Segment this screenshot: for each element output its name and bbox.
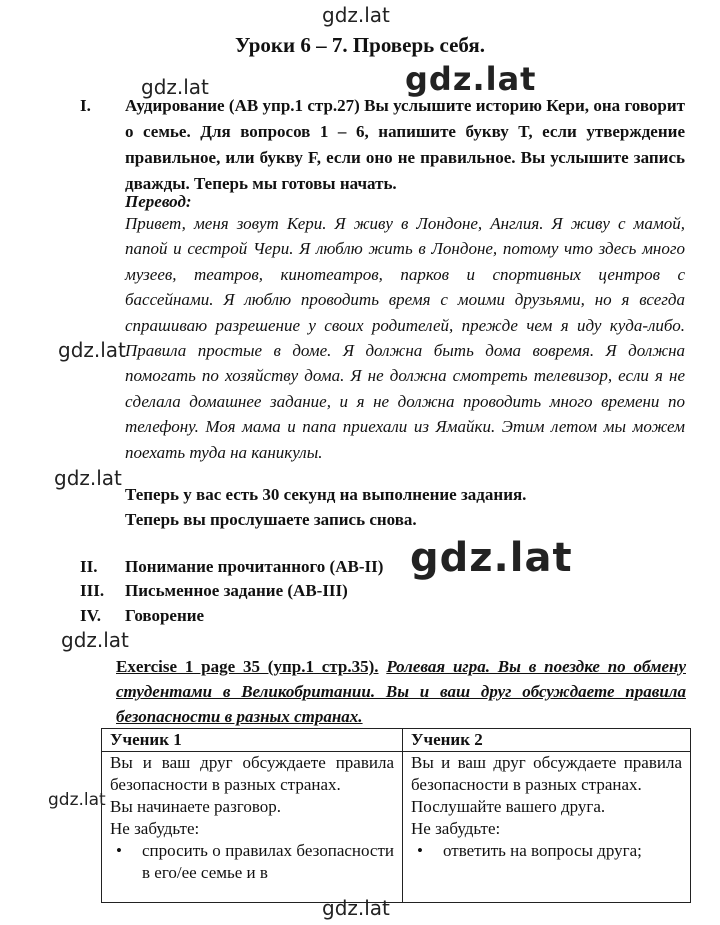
student-1-cell xyxy=(102,752,403,903)
watermark-big-2: gdz.lat xyxy=(410,535,573,581)
watermark-big-1: gdz.lat xyxy=(405,60,537,98)
student-2-listen: Послушайте вашего друга. xyxy=(411,797,606,816)
role-play-table xyxy=(101,728,691,903)
student-1-header: Ученик 1 xyxy=(102,729,403,752)
student-1-remember: Не забудьте: xyxy=(110,819,200,838)
watermark-left-3: gdz.lat xyxy=(54,466,122,490)
section-1-number: I. xyxy=(80,96,91,115)
student-2-remember: Не забудьте: xyxy=(411,819,501,838)
translation-text: Привет, меня зовут Кери. Я живу в Лондоне, Англия. Я живу с мамой, папой и сестрой Чери. Я люблю жить в Лондоне, потому что здесь много музеев, театров, кинотеатров, парков и спортивных центров с бассейнами. Я люблю проводить время с моими друзьями, но я всегда спрашиваю разрешение у своих родителей, прежде чем я иду куда-либо. Правила простые в доме. Я должна быть дома вовремя. Я должна помогать по хозяйству дома. Я не должна смотреть телевизор, если я не сделала домашнее задание, и я не должна проводить много времени по телефону. Моя мама и папа приехали из Ямайки. Этим летом мы можем поехать туда на каникулы. xyxy=(125,214,685,462)
section-2-number: II. xyxy=(80,557,98,576)
after-instruction-2: Теперь вы прослушаете запись снова. xyxy=(125,510,417,529)
exercise-text: Ролевая игра. Вы в поездке по обмену студентами в Великобритании. Вы и ваш друг обсуждаете правила безопасности в разных странах. xyxy=(116,657,686,726)
student-1-bullet-text: спросить о правилах безопасности в его/ее семье и в xyxy=(142,841,394,882)
watermark-left-4: gdz.lat xyxy=(61,628,129,652)
student-1-task: Вы и ваш друг обсуждаете правила безопасности в разных странах. xyxy=(110,753,394,794)
section-4-number: IV. xyxy=(80,606,101,625)
exercise-heading xyxy=(116,654,686,729)
after-instruction-1: Теперь у вас есть 30 секунд на выполнение задания. xyxy=(125,485,527,504)
section-4-label: Говорение xyxy=(125,606,205,625)
student-2-bullet-text: ответить на вопросы друга; xyxy=(443,841,642,860)
student-2-task: Вы и ваш друг обсуждаете правила безопасности в разных странах. xyxy=(411,753,682,794)
watermark-left-1: gdz.lat xyxy=(141,75,209,99)
watermark-top: gdz.lat xyxy=(322,3,390,27)
section-3-label: Письменное задание (AB-III) xyxy=(125,581,348,600)
student-2-header: Ученик 2 xyxy=(403,729,691,752)
student-1-start: Вы начинаете разговор. xyxy=(110,797,282,816)
translation-label: Перевод: xyxy=(125,192,192,211)
watermark-bottom: gdz.lat xyxy=(322,896,390,920)
student-1-bullet-item xyxy=(110,840,394,884)
page-title: Уроки 6 – 7. Проверь себя. xyxy=(235,33,485,57)
exercise-ref: Exercise 1 page 35 (упр.1 стр.35). xyxy=(116,657,379,676)
section-2-label: Понимание прочитанного (AB-II) xyxy=(125,557,384,576)
bullet-icon: • xyxy=(116,841,122,860)
student-2-cell xyxy=(403,752,691,903)
bullet-icon: • xyxy=(417,841,423,860)
section-3-number: III. xyxy=(80,581,105,600)
watermark-left-5: gdz.lat xyxy=(48,790,106,810)
watermark-left-2: gdz.lat xyxy=(58,338,126,362)
section-1-instruction: Аудирование (AB упр.1 стр.27) Вы услышите историю Кери, она говорит о семье. Для вопросов 1 – 6, напишите букву T, если утверждение правильное, или букву F, если оно не правильное. Вы услышите запись дважды. Теперь мы готовы начать. xyxy=(125,96,685,193)
student-2-bullet-item xyxy=(411,840,682,862)
